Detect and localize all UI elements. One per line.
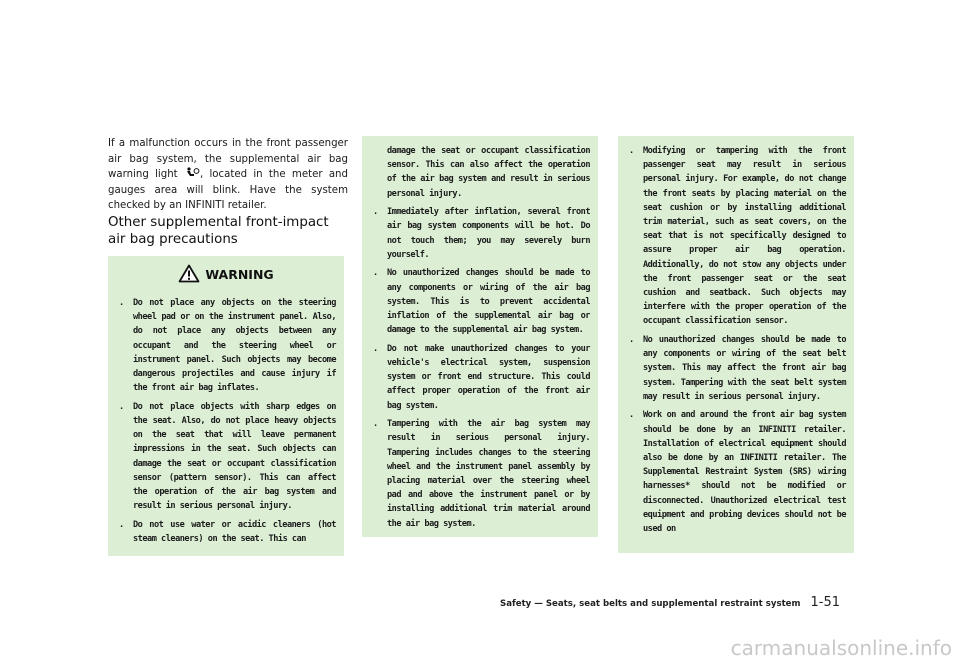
list-item-text: Do not make unauthorized changes to your vehicle's electrical system, suspension system or front end structure. This could affect proper operation of the front air bag system. [387,343,590,411]
list-item [108,518,344,546]
list-item-text: Immediately after inflation, several front air bag system components will be hot. Do not touch them; you may severely burn yourself. [387,207,590,260]
list-item [362,417,598,531]
list-bullet: . [119,401,124,412]
list-item-text: Do not place any objects on the steering wheel pad or on the instrument panel. Also, do not place any objects between any occupant and the steering wheel or instrument panel. Such objects may become dangerous projectiles and cause injury if the front air bag inflates. [133,298,336,394]
page-number: 1-51 [810,595,840,610]
list-item [618,408,854,536]
list-bullet: . [119,519,124,530]
page-footer [490,591,840,610]
list-item [362,205,598,262]
warning-heading-text: WARNING [205,267,274,282]
list-item-text: No unauthorized changes should be made to any components or wiring of the seat belt system. This may affect the front air bag system. Tampering with the seat belt system may result in serious personal injury. [643,335,846,402]
warning-box-continued [618,136,854,553]
warning-box [108,256,344,556]
airbag-warning-light-icon [184,167,200,178]
list-bullet: . [373,343,378,354]
warning-list [108,296,344,551]
list-item-text: Work on and around the front air bag system should be done by an INFINITI retailer. Installation of electrical equipment should also be done by an INFINITI retailer. The Supplemental Restraint System (SRS) wiring harnesses* should not be modified or disconnected. Unauthorized electrical test equipment and probing devices should not be used on [643,410,846,535]
footer-section-title: Safety — Seats, seat belts and supplemental restraint system [500,599,801,609]
intro-paragraph [108,136,348,214]
list-bullet: . [373,207,378,218]
list-item [618,144,854,329]
list-item-continued-text: damage the seat or occupant classification sensor. This can also affect the operation of the air bag system and result in serious personal injury. [387,146,590,199]
list-bullet: . [119,298,124,308]
list-item [108,296,344,395]
warning-heading [108,264,344,283]
list-item-text: Do not use water or acidic cleaners (hot steam cleaners) on the seat. This can [133,519,336,545]
list-item-text: Modifying or tampering with the front passenger seat may result in serious personal injury. For example, do not change the front seats by placing material on the seat cushion or by installing additional trim material, such as seat covers, on the seat that is not specifically designed to assure proper air bag operation. Additionally, do not stow any objects under the front passenger seat or the seat cushion and seatback. Such objects may interfere with the proper operation of the occupant classification sensor. [643,146,846,327]
list-bullet: . [629,410,634,421]
list-bullet: . [629,335,634,346]
list-item [362,266,598,337]
warning-triangle-icon [178,264,200,283]
list-bullet: . [373,268,378,279]
list-item-text: Do not place objects with sharp edges on the seat. Also, do not place heavy objects on the seat that will leave permanent impressions in the seat. Such objects can damage the seat or occupant classification sensor (pattern sensor). This can affect the operation of the air bag system and result in serious personal injury. [133,401,336,512]
list-item [362,342,598,413]
warning-list [618,144,854,541]
intro-text-before-icon: If a malfunction occurs in the front passenger air bag system, the supplemental air bag warning light [108,138,348,181]
watermark: carmanualsonline.info [730,636,952,660]
list-item-text: Tampering with the air bag system may result in serious personal injury. Tampering includes changes to the steering wheel and the instrument panel assembly by placing material over the steering wheel pad and above the instrument panel or by installing additional trim material around the air bag system. [387,419,590,529]
intro-text-after-icon: , located in the meter and gauges area will blink. Have the system checked by an INFINITI retailer. [108,169,348,212]
list-item [618,333,854,404]
section-title: Other supplemental front-impact air bag precautions [108,215,329,247]
warning-list [362,144,598,535]
warning-box-continued [362,136,598,537]
list-item-text: No unauthorized changes should be made to any components or wiring of the air bag system. This is to prevent accidental inflation of the supplemental air bag or damage to the supplemental air bag system. [387,268,590,336]
list-bullet: . [629,146,634,156]
list-item [108,400,344,514]
list-bullet: . [373,419,378,430]
